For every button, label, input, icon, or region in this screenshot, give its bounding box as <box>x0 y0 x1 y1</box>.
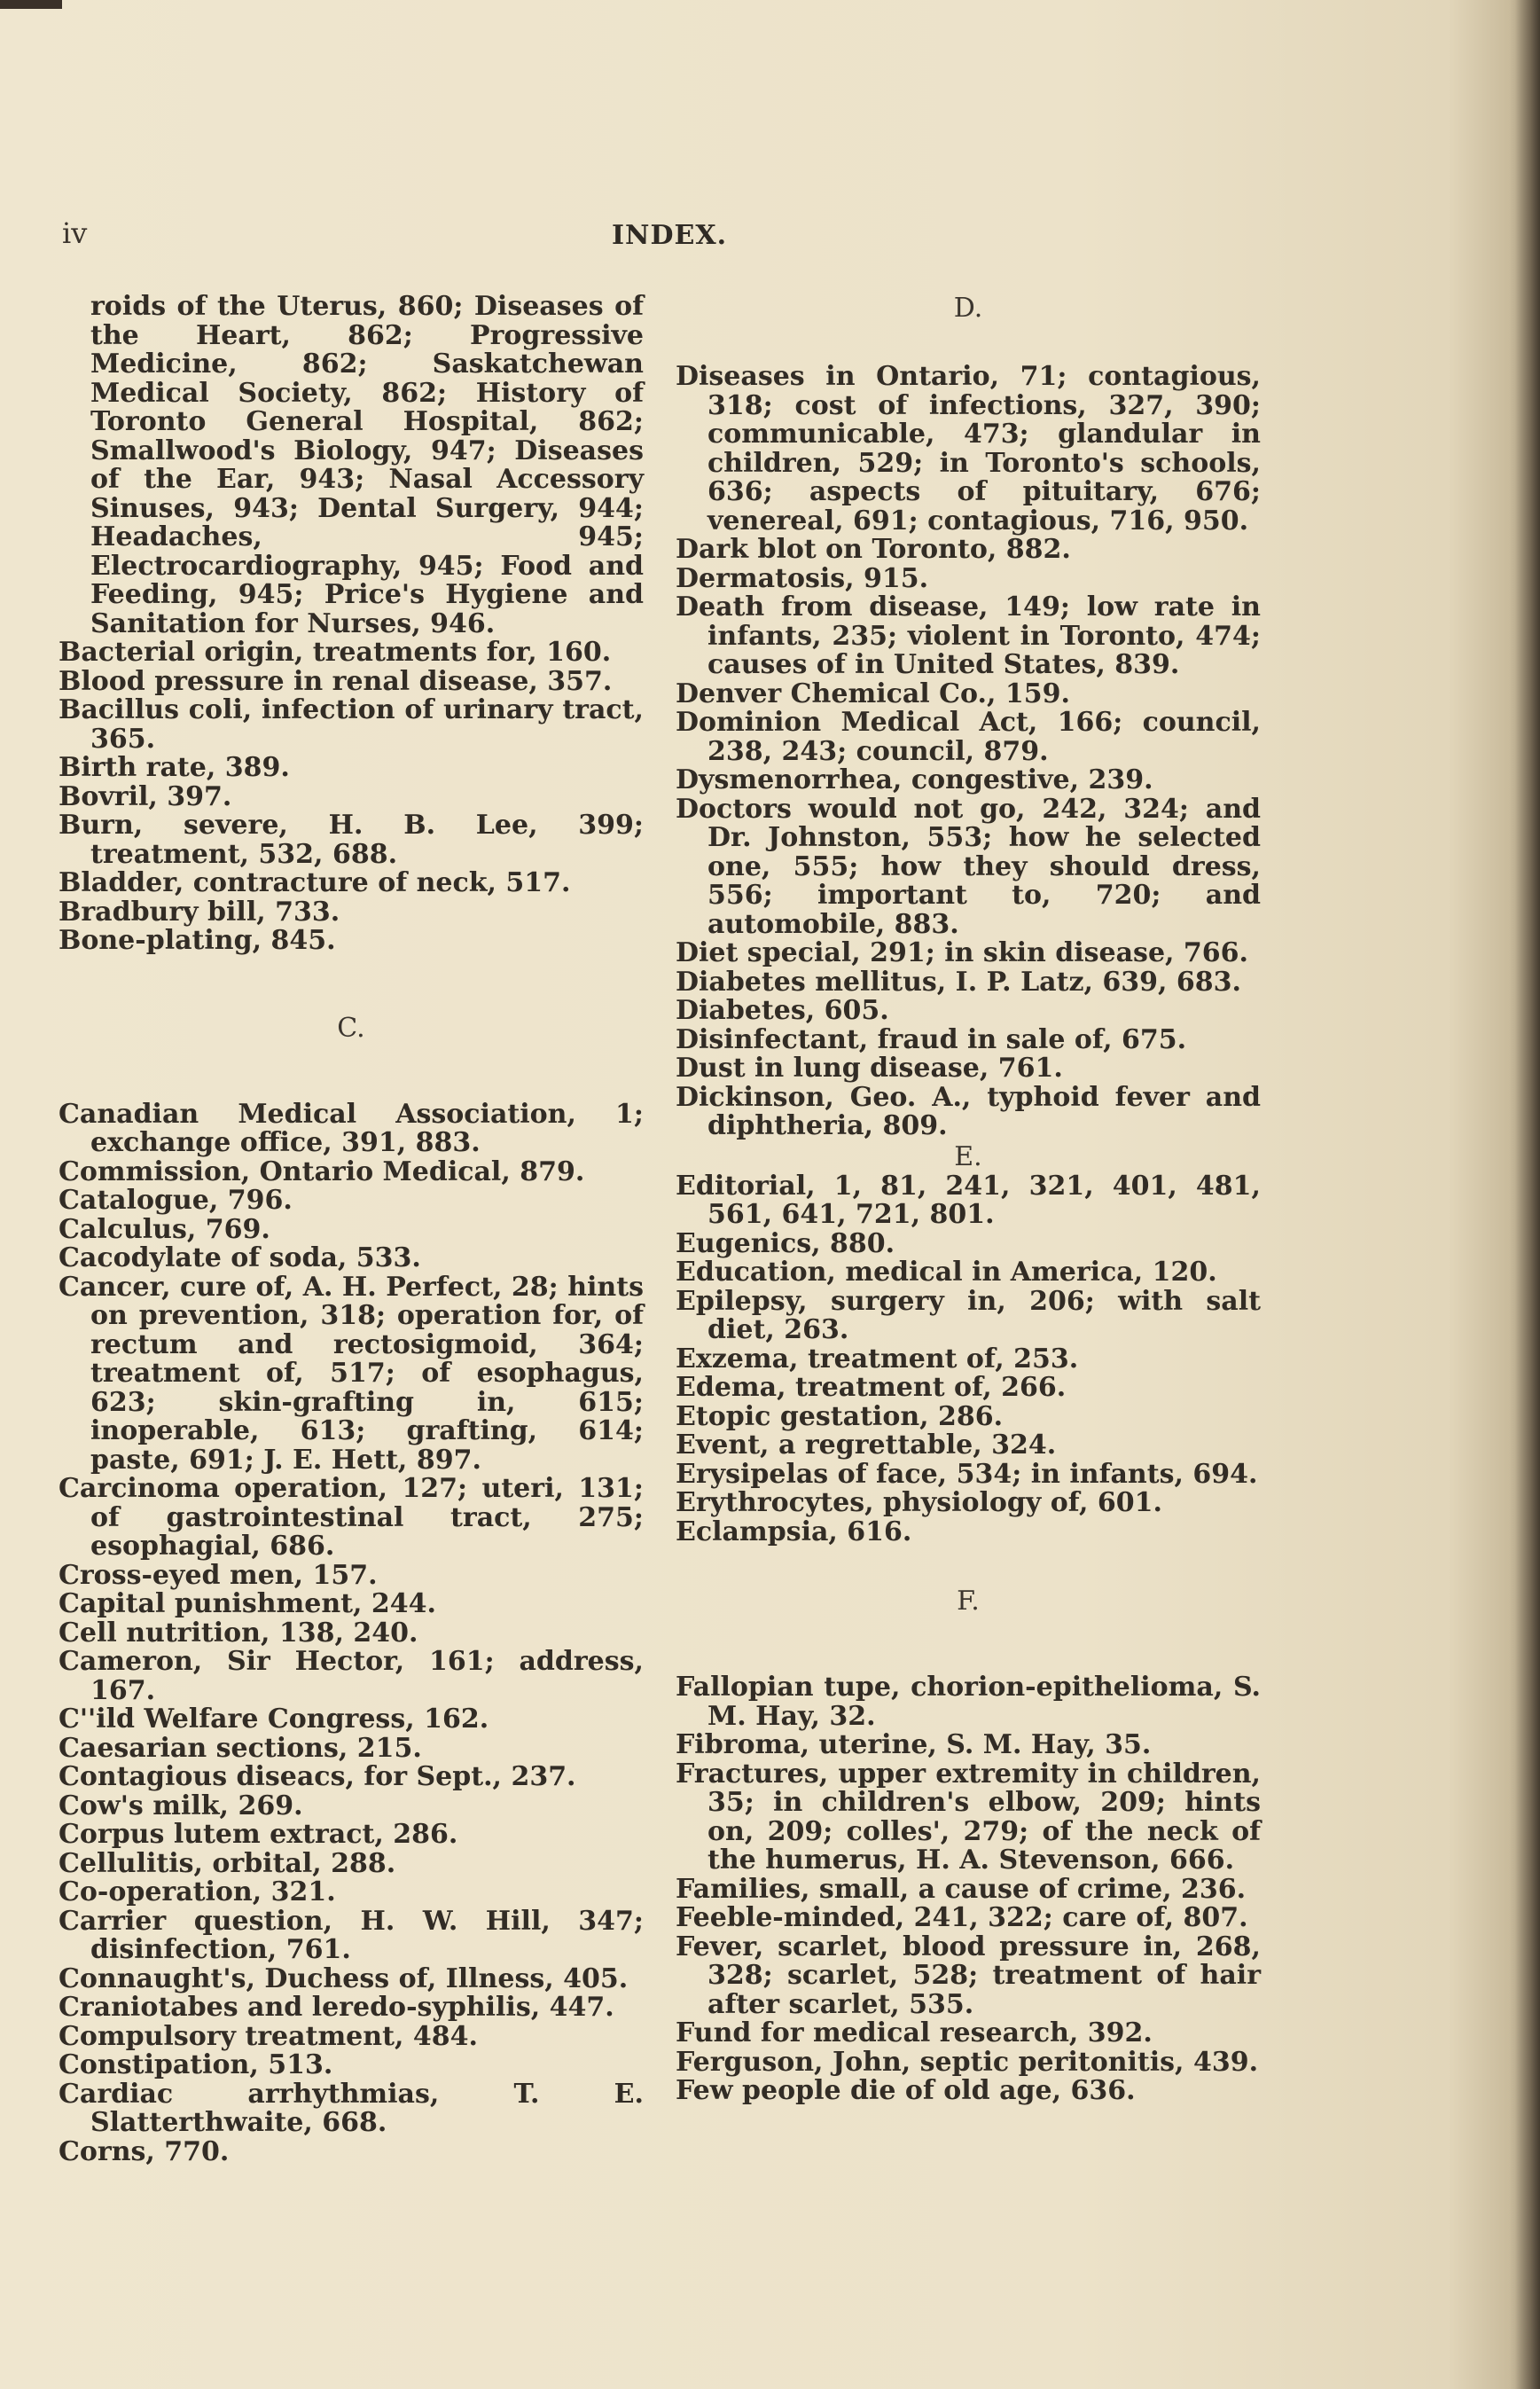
index-entry: Diseases in Ontario, 71; contagious, 318; cost of infections, 327, 390; communicable, 473; glandular in children, 529; in Toronto's schools, 636; aspects of pituitary, 676; venereal, 691; contagious, 716, 950. <box>676 361 1261 537</box>
index-entry: Commission, Ontario Medical, 879. <box>59 1155 585 1187</box>
index-entry: Etopic gestation, 286. <box>676 1400 1004 1432</box>
index-entry: Burn, severe, H. B. Lee, 399; treatment, 532, 688. <box>59 810 644 870</box>
index-entry: Cacodylate of soda, 533. <box>59 1242 421 1273</box>
index-entry: Cross-eyed men, 157. <box>59 1559 378 1591</box>
index-entry: Dermatosis, 915. <box>676 562 929 594</box>
index-entry: Dickinson, Geo. A., typhoid fever and diphtheria, 809. <box>676 1081 1261 1141</box>
index-entry: Carcinoma operation, 127; uteri, 131; of gastrointestinal tract, 275; esophagial, 686. <box>59 1473 644 1562</box>
index-entry: Dysmenorrhea, congestive, 239. <box>676 764 1153 795</box>
index-entry: Corpus lutem extract, 286. <box>59 1819 458 1850</box>
index-entry: Birth rate, 389. <box>59 752 290 783</box>
index-entry: Caesarian sections, 215. <box>59 1732 422 1764</box>
index-entry: Exzema, treatment of, 253. <box>676 1343 1079 1375</box>
index-column-left <box>59 293 644 2166</box>
index-entry: Few people die of old age, 636. <box>676 2075 1136 2106</box>
index-entry: Bovril, 397. <box>59 780 232 812</box>
index-entry: Denver Chemical Co., 159. <box>676 678 1070 709</box>
index-entry: Fever, scarlet, blood pressure in, 268, 328; scarlet, 528; treatment of hair after scarlet, 535. <box>676 1931 1261 2020</box>
index-entry: Cardiac arrhythmias, T. E. Slatterthwaite, 668. <box>59 2078 644 2138</box>
index-entry: Editorial, 1, 81, 241, 321, 401, 481, 561, 641, 721, 801. <box>676 1170 1261 1230</box>
index-entry: Bradbury bill, 733. <box>59 896 340 928</box>
index-entry: Cameron, Sir Hector, 161; address, 167. <box>59 1646 644 1706</box>
index-entry: Death from disease, 149; low rate in infants, 235; violent in Toronto, 474; causes of in United States, 839. <box>676 591 1261 680</box>
index-entry: Calculus, 769. <box>59 1213 270 1245</box>
page-number: iv <box>62 216 88 250</box>
index-entry: Bacillus coli, infection of urinary tract, 365. <box>59 694 644 755</box>
index-entry: Catalogue, 796. <box>59 1185 293 1216</box>
index-entry: Canadian Medical Association, 1; exchange office, 391, 883. <box>59 1098 644 1158</box>
index-entry: Cancer, cure of, A. H. Perfect, 28; hints on prevention, 318; operation for, of rectum and rectosigmoid, 364; treatment of, 517; of esophagus, 623; skin-grafting in, 615; inoperable, 613; grafting, 614; paste, 691; J. E. Hett, 897. <box>59 1271 644 1476</box>
index-entry: Fractures, upper extremity in children, 35; in children's elbow, 209; hints on, 209; colles', 279; of the neck of the humerus, H. A. Stevenson, 666. <box>676 1758 1261 1876</box>
index-entry: Ferguson, John, septic peritonitis, 439. <box>676 2046 1259 2078</box>
index-entry: Erythrocytes, physiology of, 601. <box>676 1487 1162 1518</box>
index-entry: Fund for medical research, 392. <box>676 2017 1153 2048</box>
index-entry: Co-operation, 321. <box>59 1876 336 1907</box>
index-entry: Cell nutrition, 138, 240. <box>59 1617 418 1649</box>
index-entry: Eugenics, 880. <box>676 1227 895 1259</box>
index-entry: Feeble-minded, 241, 322; care of, 807. <box>676 1902 1248 1933</box>
index-entry: Diabetes mellitus, I. P. Latz, 639, 683. <box>676 966 1241 998</box>
binding-edge <box>1515 0 1540 2389</box>
index-entry: Cellulitis, orbital, 288. <box>59 1847 396 1879</box>
index-entry: Diabetes, 605. <box>676 995 889 1026</box>
index-entry: Dark blot on Toronto, 882. <box>676 534 1071 565</box>
index-entry: Families, small, a cause of crime, 236. <box>676 1873 1247 1905</box>
index-entry: Connaught's, Duchess of, Illness, 405. <box>59 1962 629 1994</box>
index-column-right <box>676 293 1261 2106</box>
index-entry: Constipation, 513. <box>59 2049 333 2080</box>
index-entry: Contagious diseacs, for Sept., 237. <box>59 1761 576 1792</box>
index-entry: Carrier question, H. W. Hill, 347; disinfection, 761. <box>59 1905 644 1965</box>
index-entry: roids of the Uterus, 860; Diseases of the Heart, 862; Progressive Medicine, 862; Saskatchewan Medical Society, 862; History of Toronto General Hospital, 862; Smallwood's Biology, 947; Diseases of the Ear, 943; Nasal Accessory Sinuses, 943; Dental Surgery, 944; Headaches, 945; Electrocardiography, 945; Food and Feeding, 945; Price's Hygiene and Sanitation for Nurses, 946. <box>90 291 644 639</box>
index-entry: Fibroma, uterine, S. M. Hay, 35. <box>676 1729 1152 1760</box>
index-entry: Diet special, 291; in skin disease, 766. <box>676 937 1248 968</box>
index-entry: Corns, 770. <box>59 2135 230 2167</box>
index-entry: Dust in lung disease, 761. <box>676 1053 1063 1084</box>
index-entry: Compulsory treatment, 484. <box>59 2020 478 2052</box>
index-entry: Bladder, contracture of neck, 517. <box>59 867 571 898</box>
index-entry: Capital punishment, 244. <box>59 1588 436 1619</box>
index-entry: Erysipelas of face, 534; in infants, 694. <box>676 1458 1258 1490</box>
index-entry: Disinfectant, fraud in sale of, 675. <box>676 1023 1187 1055</box>
index-entry: Craniotabes and leredo-syphilis, 447. <box>59 1992 614 2023</box>
page-corner-mark <box>0 0 62 9</box>
index-entry: Eclampsia, 616. <box>676 1516 912 1547</box>
index-entry: Dominion Medical Act, 166; council, 238, 243; council, 879. <box>676 707 1261 767</box>
page-title: INDEX. <box>612 220 728 251</box>
index-entry: Doctors would not go, 242, 324; and Dr. Johnston, 553; how he selected one, 555; how they should dress, 556; important to, 720; and automobile, 883. <box>676 793 1261 940</box>
index-entry: Fallopian tupe, chorion-epithelioma, S. M. Hay, 32. <box>676 1672 1261 1732</box>
index-entry: Edema, treatment of, 266. <box>676 1372 1067 1403</box>
index-entry: Event, a regrettable, 324. <box>676 1429 1057 1461</box>
index-entry: Education, medical in America, 120. <box>676 1257 1217 1288</box>
index-entry: Bone-plating, 845. <box>59 925 336 956</box>
section-letter-d: D. <box>953 293 983 324</box>
index-entry: Epilepsy, surgery in, 206; with salt diet, 263. <box>676 1285 1261 1345</box>
section-letter-f: F. <box>957 1586 980 1617</box>
section-letter-e: E. <box>954 1140 982 1172</box>
index-entry: Bacterial origin, treatments for, 160. <box>59 637 612 668</box>
index-entry: Blood pressure in renal disease, 357. <box>59 665 613 697</box>
section-letter-c: C. <box>337 1012 365 1044</box>
index-entry: C''ild Welfare Congress, 162. <box>59 1704 489 1735</box>
index-entry: Cow's milk, 269. <box>59 1790 303 1821</box>
